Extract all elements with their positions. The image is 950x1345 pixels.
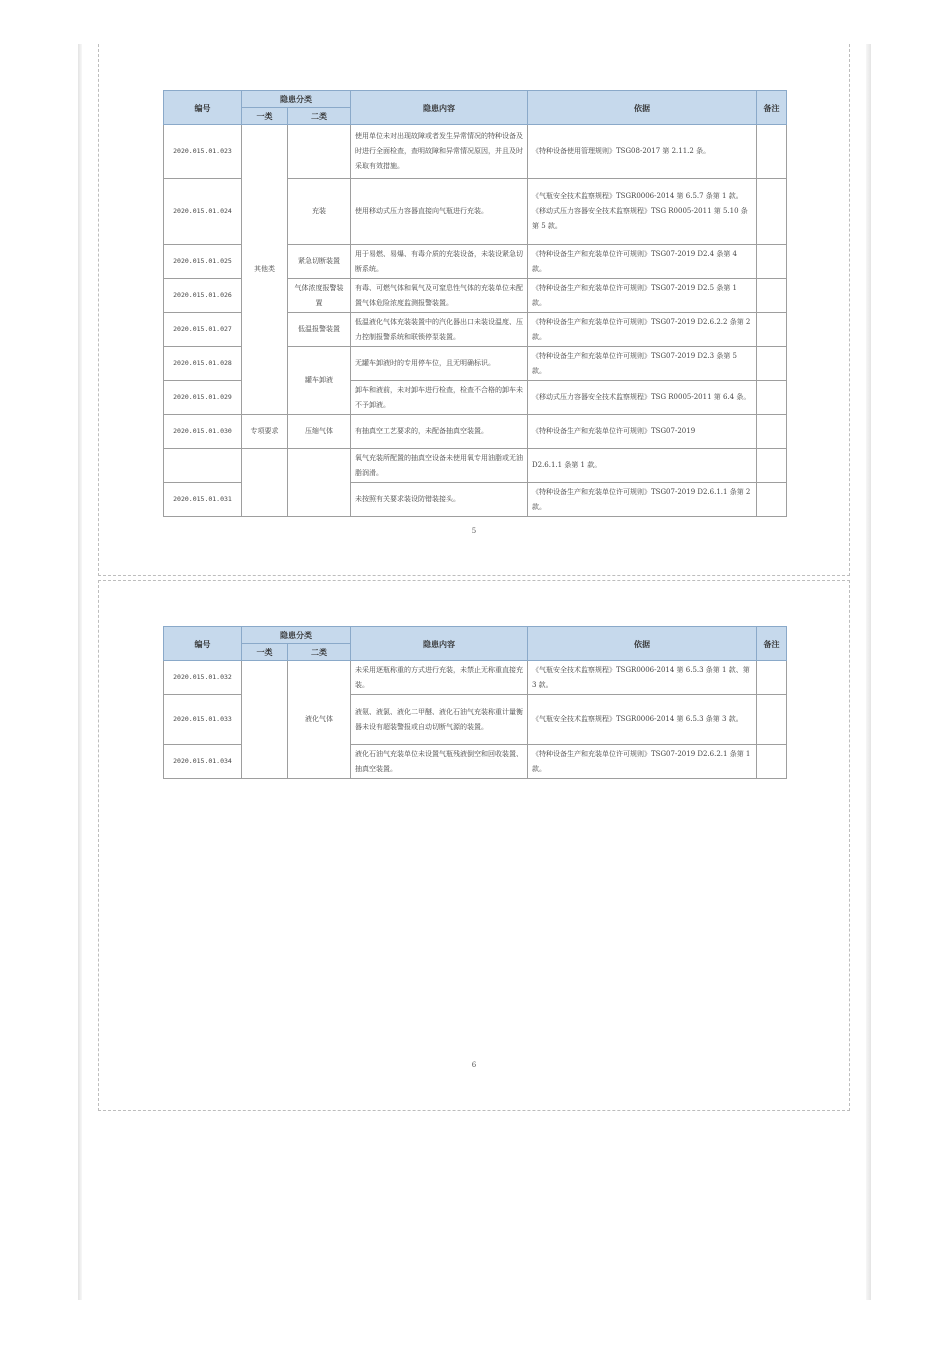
cat2-cell: 低温报警装置: [288, 313, 351, 347]
row-remark: [757, 245, 787, 279]
header-cat2: 二类: [288, 644, 351, 661]
header-content: 隐患内容: [351, 91, 528, 125]
row-remark: [757, 415, 787, 449]
header-cat1: 一类: [242, 644, 288, 661]
cat2-cell: 液化气体: [288, 661, 351, 779]
header-cat1: 一类: [242, 108, 288, 125]
row-remark: [757, 179, 787, 245]
row-content: 卸车和液前，未对卸车进行检查，检查不合格的卸车未不予卸液。: [351, 381, 528, 415]
row-remark: [757, 381, 787, 415]
header-category: 隐患分类: [242, 91, 351, 108]
row-remark: [757, 661, 787, 695]
row-basis: 《移动式压力容器安全技术监察规程》TSG R0005-2011 第 6.4 条。: [528, 381, 757, 415]
row-code: 2020.015.01.029: [164, 381, 242, 415]
page-number: 6: [471, 1061, 477, 1069]
row-code: 2020.015.01.031: [164, 483, 242, 517]
row-remark: [757, 695, 787, 745]
page-number: 5: [471, 527, 477, 535]
row-content: 液氨、液氯、液化二甲醚、液化石油气充装称重计量衡器未设有超装警报或自动切断气源的装置。: [351, 695, 528, 745]
row-basis: 《特种设备生产和充装单位许可规则》TSG07-2019 D2.6.2.1 条第 1 款。: [528, 745, 757, 779]
cat2-cell: [288, 125, 351, 179]
row-content: 使用单位未对出现故障或者发生异常情况的特种设备及时进行全面检查，查明故障和异常情况原因，并且及时采取有效措施。: [351, 125, 528, 179]
row-basis: 《特种设备生产和充装单位许可规则》TSG07-2019: [528, 415, 757, 449]
row-code: 2020.015.01.032: [164, 661, 242, 695]
cat2-cell: 紧急切断装置: [288, 245, 351, 279]
cat2-cell: 罐车卸液: [288, 347, 351, 415]
cat2-cell: 充装: [288, 179, 351, 245]
row-code: 2020.015.01.026: [164, 279, 242, 313]
page-5: [98, 44, 850, 576]
header-code: 编号: [164, 91, 242, 125]
cat2-cell: [288, 449, 351, 517]
row-basis: 《气瓶安全技术监察规程》TSGR0006-2014 第 6.5.3 条第 1 款、第 3 款。: [528, 661, 757, 695]
hazard-table: [163, 626, 787, 779]
row-remark: [757, 483, 787, 517]
row-remark: [757, 279, 787, 313]
row-code: 2020.015.01.034: [164, 745, 242, 779]
row-remark: [757, 347, 787, 381]
row-basis: 《特种设备生产和充装单位许可规则》TSG07-2019 D2.6.2.2 条第 2 款。: [528, 313, 757, 347]
row-content: 有抽真空工艺要求的，未配备抽真空装置。: [351, 415, 528, 449]
row-content: 未按照有关要求装设防错装接头。: [351, 483, 528, 517]
cat1-cell: [242, 661, 288, 779]
row-content: 未采用逐瓶称重的方式进行充装，未禁止无称重直接充装。: [351, 661, 528, 695]
row-content: 液化石油气充装单位未设置气瓶残液倒空和回收装置、抽真空装置。: [351, 745, 528, 779]
header-code: 编号: [164, 627, 242, 661]
header-content: 隐患内容: [351, 627, 528, 661]
row-code: 2020.015.01.033: [164, 695, 242, 745]
row-remark: [757, 745, 787, 779]
row-basis: 《特种设备生产和充装单位许可规则》TSG07-2019 D2.4 条第 4 款。: [528, 245, 757, 279]
header-cat2: 二类: [288, 108, 351, 125]
row-remark: [757, 125, 787, 179]
row-content: 低温液化气体充装装置中的汽化器出口未装设温度、压力控制报警系统和联锁停泵装置。: [351, 313, 528, 347]
sheet-shadow-right: [866, 44, 871, 1300]
table-row: [164, 415, 787, 449]
row-code: 2020.015.01.023: [164, 125, 242, 179]
row-content: 无罐车卸液时的专用停车位，且无明确标识。: [351, 347, 528, 381]
header-remark: 备注: [757, 627, 787, 661]
row-content: 使用移动式压力容器直接向气瓶进行充装。: [351, 179, 528, 245]
row-basis: 《气瓶安全技术监察规程》TSGR0006-2014 第 6.5.3 条第 3 款。: [528, 695, 757, 745]
row-code: 2020.015.01.024: [164, 179, 242, 245]
header-basis: 依据: [528, 627, 757, 661]
row-remark: [757, 313, 787, 347]
table-row: [164, 661, 787, 695]
row-basis: 《特种设备生产和充装单位许可规则》TSG07-2019 D2.6.1.1 条第 2 款。: [528, 483, 757, 517]
row-code: 2020.015.01.030: [164, 415, 242, 449]
row-code: 2020.015.01.028: [164, 347, 242, 381]
row-basis: D2.6.1.1 条第 1 款。: [528, 449, 757, 483]
row-code: 2020.015.01.025: [164, 245, 242, 279]
header-remark: 备注: [757, 91, 787, 125]
table-row: [164, 125, 787, 179]
row-basis: 《气瓶安全技术监察规程》TSGR0006-2014 第 6.5.7 条第 1 款。《移动式压力容器安全技术监察规程》TSG R0005-2011 第 5.10 条第 5 款。: [528, 179, 757, 245]
row-content: 有毒、可燃气体和氧气及可窒息性气体的充装单位未配置气体危险浓度监测报警装置。: [351, 279, 528, 313]
row-basis: 《特种设备使用管理规则》TSG08-2017 第 2.11.2 条。: [528, 125, 757, 179]
row-remark: [757, 449, 787, 483]
row-content: 氧气充装所配置的抽真空设备未使用氧专用油脂或无油脂润滑。: [351, 449, 528, 483]
cat1-cell: [242, 449, 288, 517]
row-basis: 《特种设备生产和充装单位许可规则》TSG07-2019 D2.5 条第 1 款。: [528, 279, 757, 313]
row-code: [164, 449, 242, 483]
table-row: [164, 449, 787, 483]
row-basis: 《特种设备生产和充装单位许可规则》TSG07-2019 D2.3 条第 5 款。: [528, 347, 757, 381]
hazard-table: [163, 90, 787, 517]
header-basis: 依据: [528, 91, 757, 125]
cat2-cell: 气体浓度报警装置: [288, 279, 351, 313]
cat2-cell: 压缩气体: [288, 415, 351, 449]
cat1-cell: 专项要求: [242, 415, 288, 449]
header-category: 隐患分类: [242, 627, 351, 644]
cat1-cell: 其他类: [242, 125, 288, 415]
page-6: [98, 580, 850, 1111]
row-content: 用于易燃、易爆、有毒介质的充装设备，未装设紧急切断系统。: [351, 245, 528, 279]
row-code: 2020.015.01.027: [164, 313, 242, 347]
